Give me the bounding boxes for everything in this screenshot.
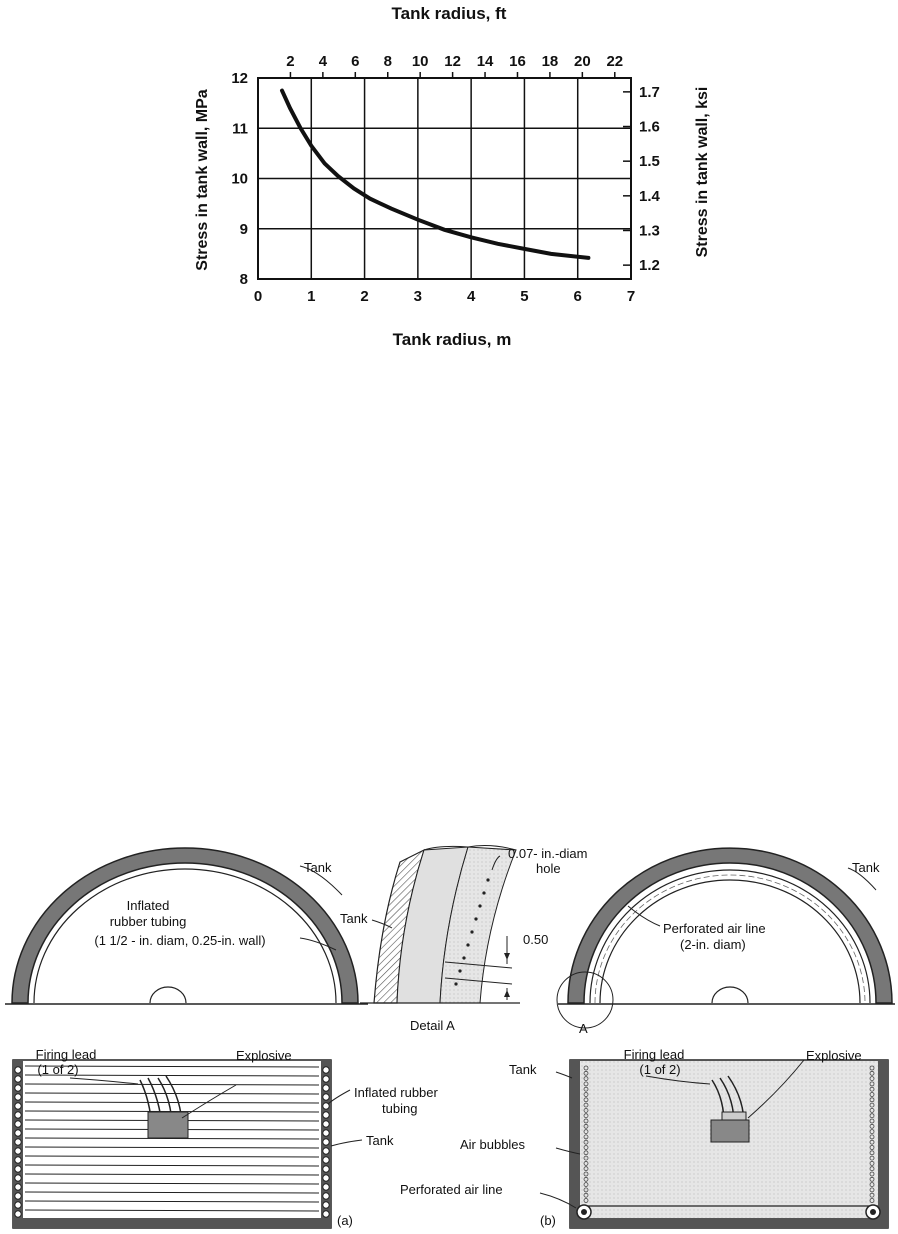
label-firing2-b: (1 of 2) bbox=[639, 1062, 681, 1077]
tank-elevation-b bbox=[540, 1060, 888, 1228]
label-part-a: (a) bbox=[337, 1213, 353, 1228]
hole-dot bbox=[458, 969, 461, 972]
x-tick-label: 4 bbox=[466, 288, 476, 305]
x-axis-label: Tank radius, m bbox=[392, 330, 512, 349]
stress-chart bbox=[194, 4, 711, 349]
tubing-section bbox=[323, 1175, 329, 1181]
tubing-section bbox=[15, 1175, 21, 1181]
label-perf-air-line: Perforated air line bbox=[400, 1182, 503, 1197]
label-hole2: hole bbox=[536, 861, 561, 876]
tubing-section bbox=[323, 1184, 329, 1190]
tubing-section bbox=[323, 1202, 329, 1208]
tubing-section bbox=[15, 1076, 21, 1082]
x-tick-label: 0 bbox=[253, 288, 263, 305]
tubing-section bbox=[323, 1076, 329, 1082]
y2-tick-label: 1.3 bbox=[639, 222, 660, 240]
label-explosive-a: Explosive bbox=[236, 1048, 292, 1063]
hole-dot bbox=[462, 956, 465, 959]
hole-dot bbox=[466, 943, 469, 946]
label-detail: Detail A bbox=[410, 1018, 455, 1033]
hole-dot bbox=[478, 904, 481, 907]
x2-axis-label: Tank radius, ft bbox=[391, 4, 507, 23]
label-rubber-tubing: rubber tubing bbox=[109, 914, 187, 929]
label-hole: 0.07- in.-diam bbox=[508, 846, 588, 861]
tubing-section bbox=[15, 1166, 21, 1172]
tubing-section bbox=[15, 1103, 21, 1109]
label-firing2-a: (1 of 2) bbox=[37, 1062, 79, 1077]
hole-dot bbox=[470, 930, 473, 933]
label-A: A bbox=[579, 1021, 588, 1036]
tubing-section bbox=[323, 1148, 329, 1154]
hole-dot bbox=[486, 878, 489, 881]
hole-dot bbox=[454, 982, 457, 985]
y2-tick-label: 1.5 bbox=[639, 153, 660, 171]
tubing-section bbox=[323, 1139, 329, 1145]
y-tick-label: 8 bbox=[239, 271, 248, 288]
tubing-section bbox=[323, 1193, 329, 1199]
tubing-section bbox=[15, 1112, 21, 1118]
tubing-section bbox=[15, 1148, 21, 1154]
hole-dot bbox=[482, 891, 485, 894]
label-inflated-rubber: Inflated rubber bbox=[354, 1085, 438, 1100]
y2-tick-label: 1.6 bbox=[639, 118, 660, 136]
tubing-section bbox=[15, 1193, 21, 1199]
y-axis-label: Stress in tank wall, MPa bbox=[194, 89, 211, 271]
y2-axis-label: Stress in tank wall, ksi bbox=[694, 86, 711, 258]
tubing-section bbox=[15, 1094, 21, 1100]
x2-tick-label: 2 bbox=[286, 53, 295, 70]
x-tick-label: 1 bbox=[307, 288, 316, 305]
x-tick-label: 2 bbox=[360, 288, 369, 305]
tubing-section bbox=[15, 1184, 21, 1190]
label-tubing-spec: (1 1/2 - in. diam, 0.25-in. wall) bbox=[94, 933, 266, 948]
x2-tick-label: 14 bbox=[476, 53, 494, 70]
tubing-section bbox=[15, 1130, 21, 1136]
tubing-section bbox=[323, 1112, 329, 1118]
tubing-section bbox=[323, 1166, 329, 1172]
tubing-section bbox=[15, 1121, 21, 1127]
x-tick-label: 7 bbox=[626, 288, 636, 305]
label-part-b: (b) bbox=[540, 1213, 556, 1228]
label-tank-b-bottom: Tank bbox=[509, 1062, 537, 1077]
label-firing-b: Firing lead bbox=[623, 1047, 685, 1062]
chart-grid bbox=[258, 78, 631, 279]
hole-dot bbox=[474, 917, 477, 920]
y-tick-label: 10 bbox=[231, 170, 248, 188]
x2-tick-label: 22 bbox=[606, 53, 624, 70]
label-perforated2: (2-in. diam) bbox=[680, 937, 746, 952]
label-tubing: tubing bbox=[382, 1101, 418, 1116]
y2-tick-label: 1.7 bbox=[639, 83, 660, 101]
tubing-section bbox=[15, 1139, 21, 1145]
x2-tick-label: 10 bbox=[411, 53, 429, 70]
x2-tick-label: 18 bbox=[541, 53, 559, 70]
stress-curve bbox=[282, 91, 588, 258]
y2-tick-label: 1.2 bbox=[639, 257, 660, 275]
label-explosive-b: Explosive bbox=[806, 1048, 862, 1063]
label-tank-b: Tank bbox=[852, 860, 880, 875]
label-air-bubbles: Air bubbles bbox=[460, 1137, 526, 1152]
tubing-section bbox=[323, 1094, 329, 1100]
y-tick-label: 11 bbox=[232, 120, 248, 138]
tank-elevation-a bbox=[13, 1060, 362, 1228]
tubing-section bbox=[323, 1067, 329, 1073]
label-tank-a-bottom: Tank bbox=[366, 1133, 394, 1148]
label-perforated: Perforated air line bbox=[663, 921, 766, 936]
label-tank-detail: Tank bbox=[340, 911, 368, 926]
tubing-section bbox=[323, 1085, 329, 1091]
y-tick-label: 12 bbox=[231, 70, 248, 87]
x2-tick-label: 4 bbox=[318, 53, 328, 70]
tubing-section bbox=[323, 1211, 329, 1217]
y-tick-label: 9 bbox=[239, 220, 248, 238]
label-spacing: 0.50 bbox=[523, 932, 549, 947]
tubing-section bbox=[15, 1157, 21, 1163]
label-inflated: Inflated bbox=[126, 898, 170, 913]
tubing-section bbox=[323, 1121, 329, 1127]
tubing-section bbox=[323, 1157, 329, 1163]
x-tick-label: 3 bbox=[413, 288, 423, 305]
tubing-section bbox=[15, 1211, 21, 1217]
label-firing-a: Firing lead bbox=[35, 1047, 97, 1062]
x2-tick-label: 16 bbox=[509, 53, 526, 70]
x2-tick-label: 6 bbox=[351, 53, 360, 70]
x-tick-label: 6 bbox=[573, 288, 582, 305]
tubing-section bbox=[15, 1085, 21, 1091]
tubing-section bbox=[15, 1202, 21, 1208]
x-tick-label: 5 bbox=[520, 288, 529, 305]
tubing-section bbox=[323, 1130, 329, 1136]
label-tank-a: Tank bbox=[304, 860, 332, 875]
x2-tick-label: 8 bbox=[383, 53, 392, 70]
x2-tick-label: 20 bbox=[574, 53, 591, 70]
tubing-section bbox=[15, 1067, 21, 1073]
x2-tick-label: 12 bbox=[444, 53, 461, 70]
detail-a bbox=[360, 846, 520, 1003]
y2-tick-label: 1.4 bbox=[639, 187, 660, 205]
